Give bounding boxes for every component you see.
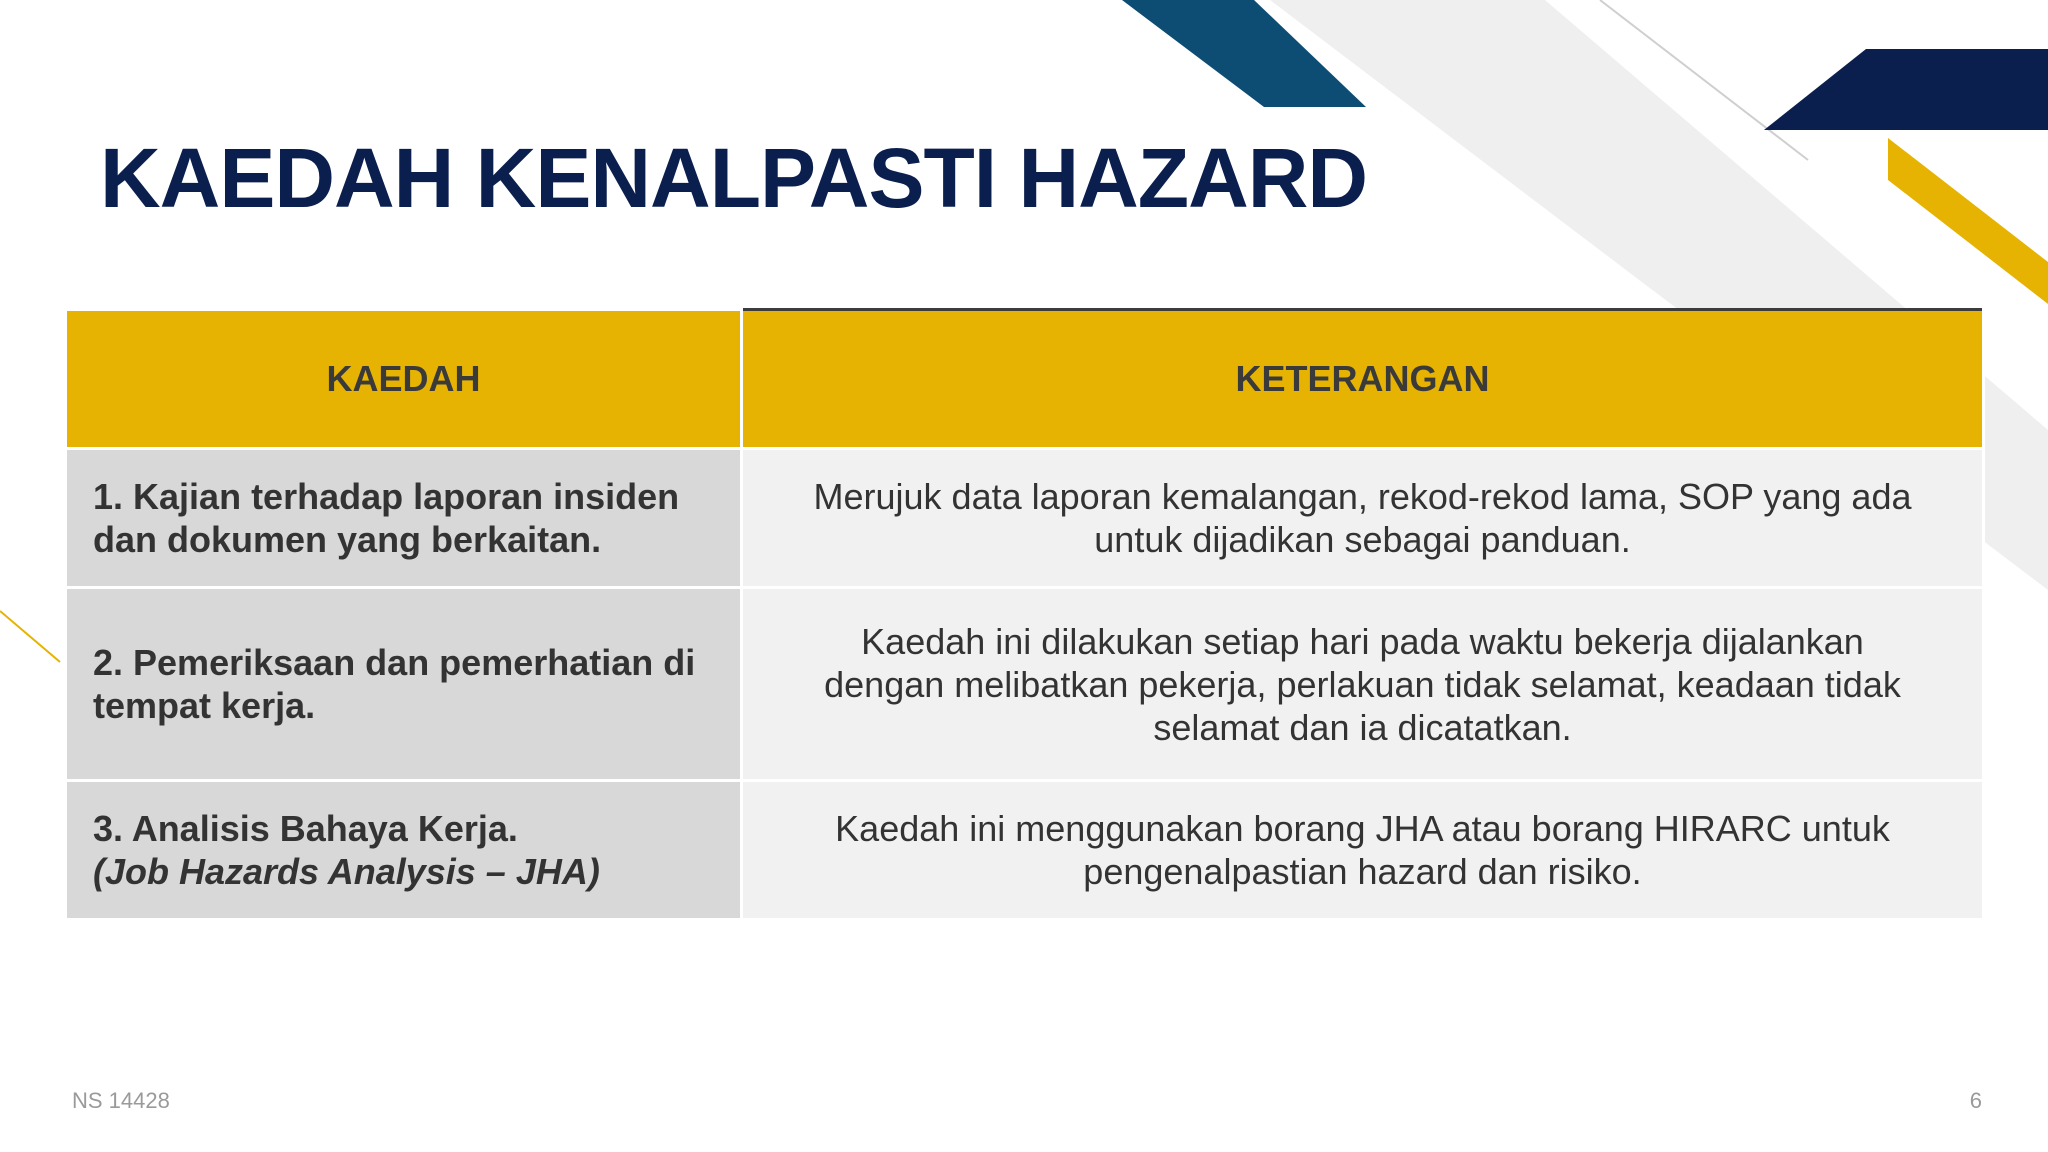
description-line: Merujuk data laporan kemalangan, rekod-rekod lama, SOP yang ada	[813, 476, 1912, 517]
hazard-methods-table	[64, 308, 1985, 921]
method-cell	[66, 781, 742, 920]
page-number: 6	[1969, 1088, 1982, 1113]
method-line: 1. Kajian terhadap laporan insiden	[93, 476, 680, 517]
description-cell	[742, 588, 1984, 781]
header-keterangan: KETERANGAN	[742, 310, 1984, 449]
method-cell	[66, 449, 742, 588]
description-cell	[742, 781, 1984, 920]
description-line: Kaedah ini menggunakan borang JHA atau borang HIRARC untuk	[835, 808, 1890, 849]
navy-block-decoration	[1764, 49, 2048, 130]
description-line: Kaedah ini dilakukan setiap hari pada waktu bekerja dijalankan	[861, 620, 1864, 662]
table-row	[66, 588, 1984, 781]
header-kaedah: KAEDAH	[66, 310, 742, 449]
slide-title: KAEDAH KENALPASTI HAZARD	[100, 131, 1368, 225]
description-line: dengan melibatkan pekerja, perlakuan tidak selamat, keadaan tidak	[824, 663, 1901, 705]
method-line: dan dokumen yang berkaitan.	[93, 519, 602, 560]
method-line: tempat kerja.	[93, 685, 316, 726]
description-line: untuk dijadikan sebagai panduan.	[1094, 519, 1631, 560]
table-row	[66, 449, 1984, 588]
method-line-italic: (Job Hazards Analysis – JHA)	[93, 851, 600, 892]
description-line: pengenalpastian hazard dan risiko.	[1083, 851, 1642, 892]
description-cell	[742, 449, 1984, 588]
method-line: 3. Analisis Bahaya Kerja.	[93, 808, 518, 849]
table-header-row	[66, 310, 1984, 449]
description-line: selamat dan ia dicatatkan.	[1153, 706, 1572, 748]
method-cell	[66, 588, 742, 781]
table-row	[66, 781, 1984, 920]
footer-code: NS 14428	[72, 1088, 170, 1113]
gold-thin-line	[0, 611, 60, 662]
method-line: 2. Pemeriksaan dan pemerhatian di	[93, 642, 696, 683]
gold-stripe-decoration	[1888, 138, 2048, 304]
